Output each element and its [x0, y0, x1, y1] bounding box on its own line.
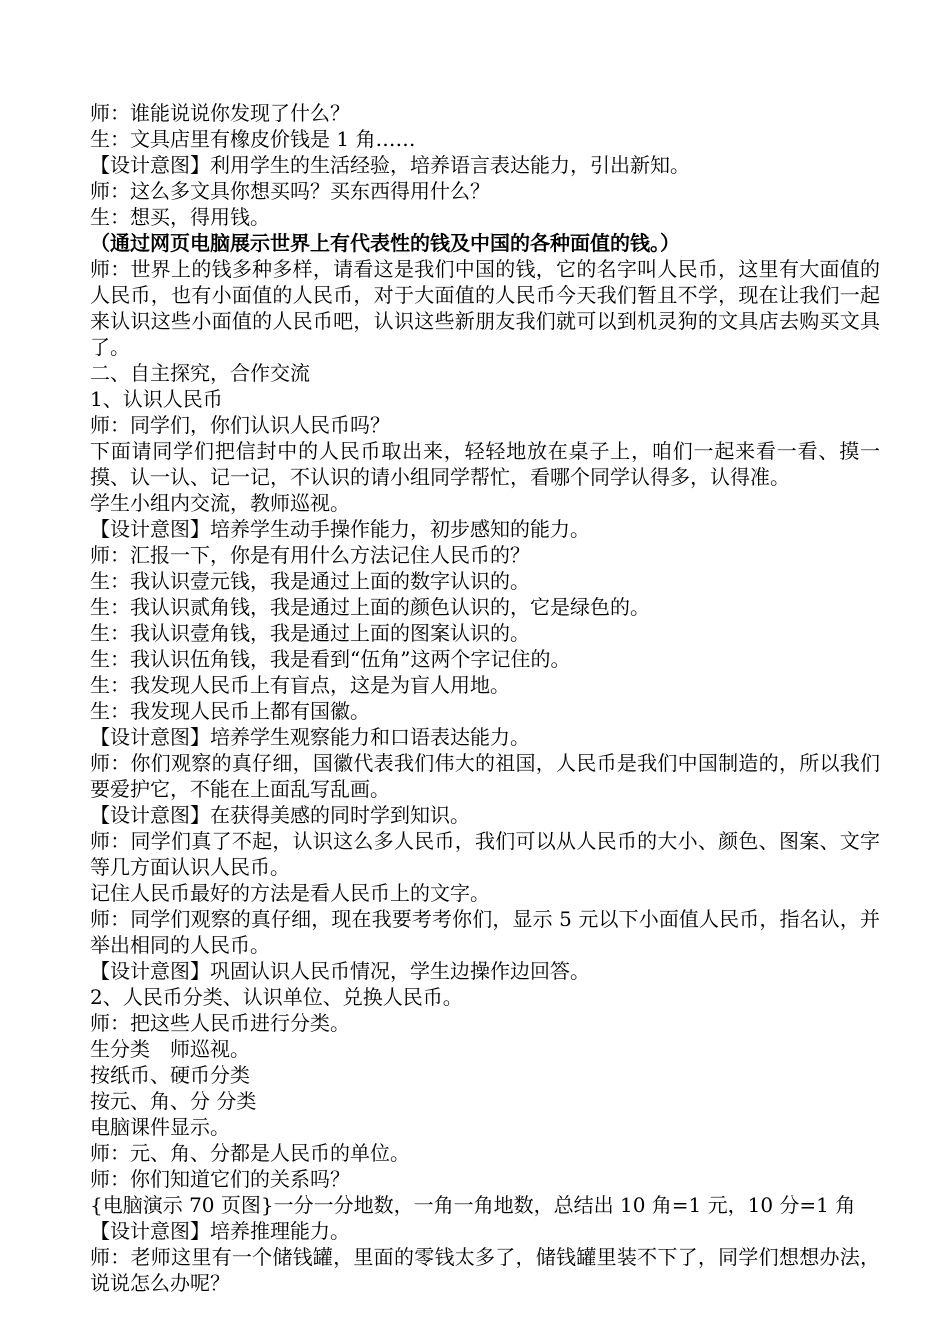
text-line: 电脑课件显示。	[90, 1115, 230, 1139]
text-line: 【设计意图】巩固认识人民币情况，学生边操作边回答。	[90, 959, 590, 983]
paragraph: 下面请同学们把信封中的人民币取出来，轻轻地放在桌子上，咱们一起来看一看、摸一摸、认一认、记一记，不认识的请小组同学帮忙，看哪个同学认得多，认得准。	[90, 439, 880, 489]
text-line: 【设计意图】在获得美感的同时学到知识。	[90, 803, 470, 827]
text-line: 【设计意图】培养学生动手操作能力，初步感知的能力。	[90, 517, 590, 541]
text-line: 2、人民币分类、认识单位、兑换人民币。	[90, 985, 463, 1009]
text-line: 【设计意图】培养推理能力。	[90, 1219, 350, 1243]
paragraph: 师：同学们观察的真仔细，现在我要考考你们，显示 5 元以下小面值人民币，指名认，并举出相同的人民币。	[90, 907, 880, 957]
text-line: 师：你们知道它们的关系吗？	[90, 1167, 350, 1191]
text-line: 生：我认识伍角钱，我是看到“伍角”这两个字记住的。	[90, 647, 571, 671]
text-line: 师：汇报一下，你是有用什么方法记住人民币的？	[90, 543, 530, 567]
text-line: 师：这么多文具你想买吗？买东西得用什么？	[90, 179, 490, 203]
bold-note-line: （通过网页电脑展示世界上有代表性的钱及中国的各种面值的钱。）	[90, 231, 680, 255]
text-line: 二、自主探究，合作交流	[90, 361, 310, 385]
paragraph: 师：同学们真了不起，认识这么多人民币，我们可以从人民币的大小、颜色、图案、文字等几方面认识人民币。	[90, 829, 880, 879]
text-line: 师：同学们，你们认识人民币吗？	[90, 413, 390, 437]
text-line: 学生小组内交流，教师巡视。	[90, 491, 350, 515]
text-line: 师：元、角、分都是人民币的单位。	[90, 1141, 410, 1165]
paragraph: 师：世界上的钱多种多样，请看这是我们中国的钱，它的名字叫人民币，这里有大面值的人民币，也有小面值的人民币，对于大面值的人民币今天我们暂且不学，现在让我们一起来认识这些小面值的人民币吧，认识这些新朋友我们就可以到机灵狗的文具店去购买文具了。	[90, 257, 880, 359]
text-line: 生：文具店里有橡皮价钱是 1 角……	[90, 127, 416, 151]
text-line: 按纸币、硬币分类	[90, 1063, 250, 1087]
text-line: 生分类 师巡视。	[90, 1037, 250, 1061]
text-line: 1、认识人民币	[90, 387, 223, 411]
text-line: 生：我认识贰角钱，我是通过上面的颜色认识的，它是绿色的。	[90, 595, 650, 619]
text-line: 生：我发现人民币上有盲点，这是为盲人用地。	[90, 673, 510, 697]
text-line: 【设计意图】培养学生观察能力和口语表达能力。	[90, 725, 530, 749]
text-line: 生：我认识壹元钱，我是通过上面的数字认识的。	[90, 569, 530, 593]
text-line: 按元、角、分 分类	[90, 1089, 257, 1113]
text-line: {电脑演示 70 页图}一分一分地数，一角一角地数，总结出 10 角=1 元，10 分=1 角	[90, 1193, 856, 1217]
document-body	[90, 100, 880, 1296]
paragraph: 师：老师这里有一个储钱罐，里面的零钱太多了，储钱罐里装不下了，同学们想想办法，说说怎么办呢？	[90, 1245, 880, 1295]
text-line: 生：我认识壹角钱，我是通过上面的图案认识的。	[90, 621, 530, 645]
paragraph: 师：你们观察的真仔细，国徽代表我们伟大的祖国，人民币是我们中国制造的，所以我们要爱护它，不能在上面乱写乱画。	[90, 751, 880, 801]
text-line: 生：想买，得用钱。	[90, 205, 270, 229]
text-line: 生：我发现人民币上都有国徽。	[90, 699, 370, 723]
text-line: 记住人民币最好的方法是看人民币上的文字。	[90, 881, 490, 905]
text-line: 【设计意图】利用学生的生活经验，培养语言表达能力，引出新知。	[90, 153, 690, 177]
text-line: 师：把这些人民币进行分类。	[90, 1011, 350, 1035]
text-line: 师：谁能说说你发现了什么？	[90, 101, 350, 125]
